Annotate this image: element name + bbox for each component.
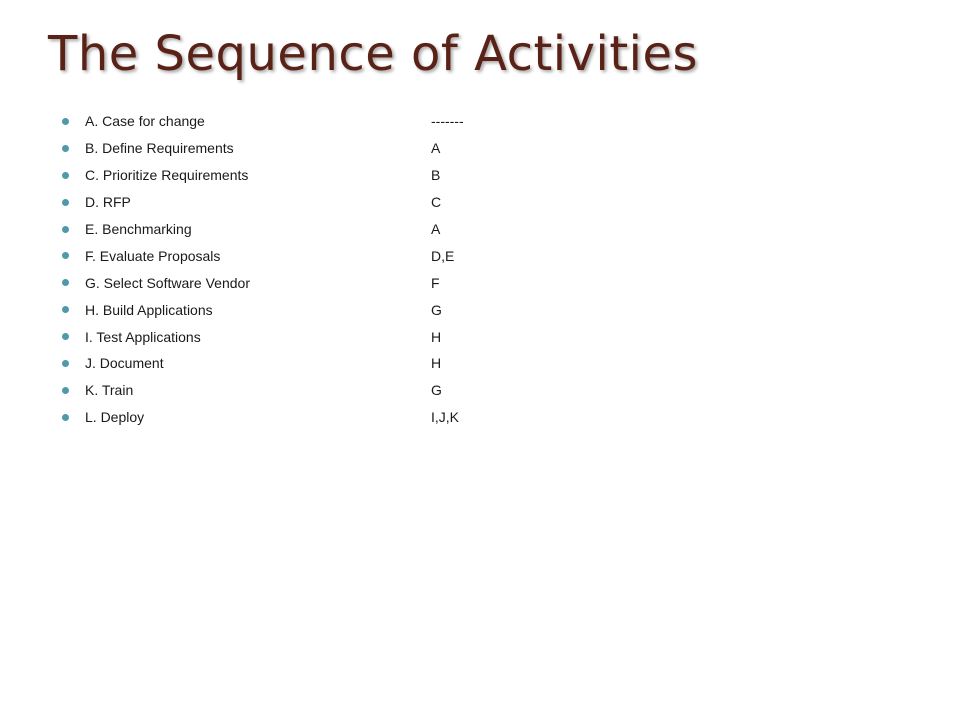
list-item: [62, 377, 464, 404]
list-item: [62, 135, 464, 162]
predecessor-label: -------: [431, 113, 464, 130]
bullet-icon: [62, 414, 69, 421]
bullet-icon: [62, 199, 69, 206]
bullet-icon: [62, 279, 69, 286]
bullet-icon: [62, 252, 69, 259]
activity-label: J. Document: [85, 355, 164, 372]
bullet-icon: [62, 172, 69, 179]
predecessor-label: B: [431, 167, 441, 184]
list-item: [62, 242, 464, 269]
bullet-icon: [62, 306, 69, 313]
activity-label: H. Build Applications: [85, 301, 213, 318]
activity-label: C. Prioritize Requirements: [85, 167, 249, 184]
bullet-icon: [62, 145, 69, 152]
predecessor-label: A: [431, 221, 441, 237]
activity-label: D. RFP: [85, 194, 131, 211]
predecessor-label: F: [431, 274, 440, 291]
predecessor-label: G: [431, 382, 442, 399]
bullet-icon: [62, 333, 69, 340]
predecessor-label: H: [431, 328, 442, 345]
activity-label: F. Evaluate Proposals: [85, 247, 221, 264]
list-item: [62, 162, 464, 189]
list-item: [62, 108, 464, 135]
list-item: [62, 189, 464, 216]
predecessor-label: I,J,K: [431, 409, 460, 426]
list-item: [62, 296, 464, 323]
list-item: [62, 350, 464, 377]
bullet-icon: [62, 226, 69, 233]
activity-label: B. Define Requirements: [85, 140, 234, 157]
bullet-icon: [62, 387, 69, 394]
activity-label: I. Test Applications: [85, 328, 201, 345]
activity-label: K. Train: [85, 382, 134, 399]
list-item: [62, 216, 464, 243]
predecessor-label: A: [431, 140, 441, 157]
activity-list: [62, 108, 464, 431]
activity-label: L. Deploy: [85, 409, 145, 426]
list-item: [62, 404, 464, 431]
activity-label: G. Select Software Vendor: [85, 274, 250, 291]
predecessor-label: D,E: [431, 247, 455, 264]
activity-label: E. Benchmarking: [85, 221, 192, 237]
list-item: [62, 323, 464, 350]
predecessor-label: G: [431, 301, 442, 318]
predecessor-label: C: [431, 194, 442, 211]
slide-title: The Sequence of Activities: [48, 26, 699, 82]
predecessor-label: H: [431, 355, 442, 372]
bullet-icon: [62, 118, 69, 125]
list-item: [62, 269, 464, 296]
activity-label: A. Case for change: [85, 113, 205, 130]
bullet-icon: [62, 360, 69, 367]
